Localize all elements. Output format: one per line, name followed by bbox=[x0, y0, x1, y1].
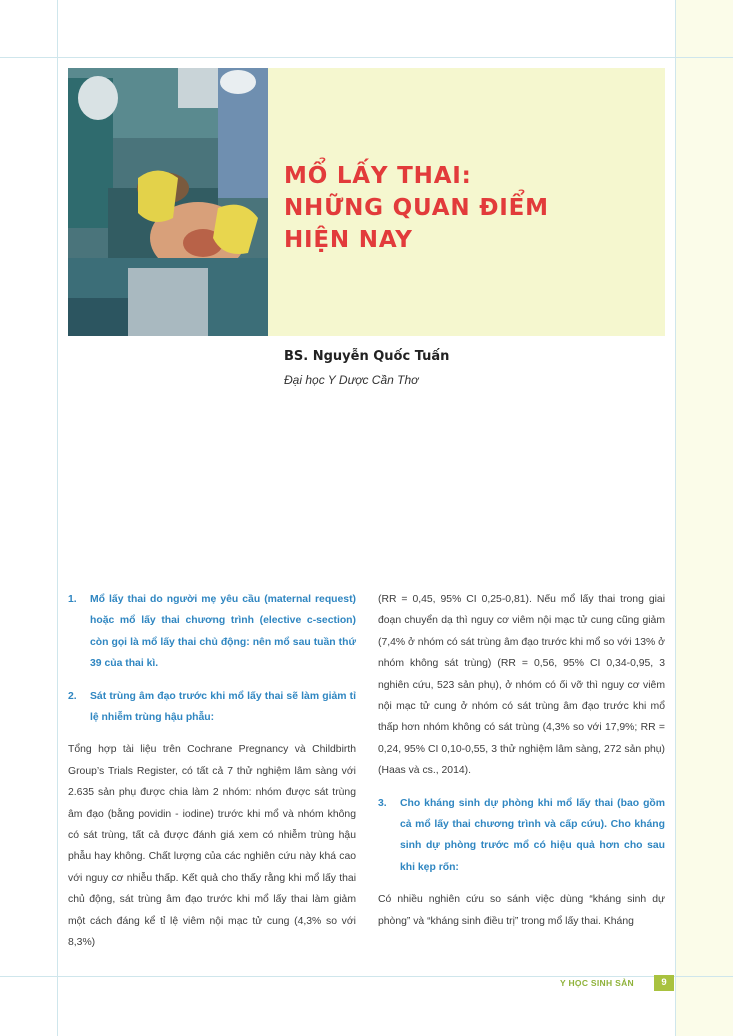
article-title bbox=[284, 160, 654, 256]
right-column bbox=[378, 589, 665, 932]
section-number: 1. bbox=[68, 594, 77, 605]
margin-guide-top bbox=[0, 57, 733, 58]
section-heading-3 bbox=[378, 793, 665, 879]
author-name: BS. Nguyễn Quốc Tuấn bbox=[284, 349, 450, 364]
margin-guide-left bbox=[57, 0, 58, 1036]
title-line-2: NHỮNG QUAN ĐIỂM bbox=[284, 195, 549, 221]
title-line-3: HIỆN NAY bbox=[284, 227, 413, 253]
section-number: 3. bbox=[378, 797, 387, 809]
margin-guide-right bbox=[675, 0, 676, 1036]
journal-name: Y HỌC SINH SẢN bbox=[560, 978, 634, 988]
section-number: 2. bbox=[68, 690, 77, 702]
surgery-photo bbox=[68, 68, 268, 336]
section-heading-text: Cho kháng sinh dự phòng khi mổ lấy thai (bao gồm cả mổ lấy thai chương trình và cấp cứu). Cho kháng sinh dự phòng trước mổ có hiệu quả hơn cho sau khi kẹp rốn: bbox=[400, 797, 665, 873]
body-paragraph: Tổng hợp tài liệu trên Cochrane Pregnancy và Childbirth Group’s Trials Register, có tất cả 7 thử nghiệm lâm sàng với 2.635 sản phụ được chia làm 2 nhóm: nhóm được sát trùng âm đạo (bằng povidin - iodine) trước khi mổ và nhóm không có sát trùng, tất cả được đánh giá xem có nhiễm trùng hậu phẫu hay không. Chất lượng của các nghiên cứu này khá cao với nguy cơ nhiễu thấp. Kết quả cho thấy rằng khi mổ lấy thai chủ động, sát trùng âm đạo trước khi mổ lấy thai làm giảm một cách đáng kể tỉ lệ viêm nội mạc tử cung (4,3% so với 8,3%) bbox=[68, 744, 356, 949]
body-paragraph: (RR = 0,45, 95% CI 0,25-0,81). Nếu mổ lấy thai trong giai đoạn chuyển dạ thì nguy cơ viêm nội mạc tử cung cũng giảm (7,4% ở nhóm có sát trùng âm đạo trước khi mổ so với 13% ở nhóm không sát trùng) (RR = 0,56, 95% CI 0,34-0,95, 3 nghiên cứu, 523 sản phụ), ở nhóm có ối vỡ thì nguy cơ viêm nội mạc tử cung ở nhóm có sát trùng âm đạo trước khi mổ thấp hơn nhóm không có sát trùng (4,3% so với 17,9%; RR = 0,24, 95% CI 0,10-0,55, 3 thử nghiệm lâm sàng, 272 sản phụ) (Haas và cs., 2014). bbox=[378, 594, 665, 777]
body-paragraph: Có nhiều nghiên cứu so sánh việc dùng “kháng sinh dự phòng” và “kháng sinh điều trị” trong mổ lấy thai. Kháng bbox=[378, 894, 665, 927]
left-column bbox=[68, 589, 356, 954]
section-heading-text: Mổ lấy thai do người mẹ yêu cầu (maternal request) hoặc mổ lấy thai chương trình (elective c-section) còn gọi là mổ lấy thai chủ động: nên mổ sau tuần thứ 39 của thai kì. bbox=[90, 594, 356, 670]
author-affiliation: Đại học Y Dược Cần Thơ bbox=[284, 373, 419, 387]
section-heading-text: Sát trùng âm đạo trước khi mổ lấy thai sẽ làm giảm tỉ lệ nhiễm trùng hậu phẫu: bbox=[90, 690, 356, 724]
title-line-1: MỔ LẤY THAI: bbox=[284, 163, 472, 189]
page-number: 9 bbox=[654, 975, 674, 991]
section-heading-1 bbox=[68, 589, 356, 675]
section-heading-2 bbox=[68, 686, 356, 729]
right-margin-strip bbox=[675, 0, 733, 1036]
